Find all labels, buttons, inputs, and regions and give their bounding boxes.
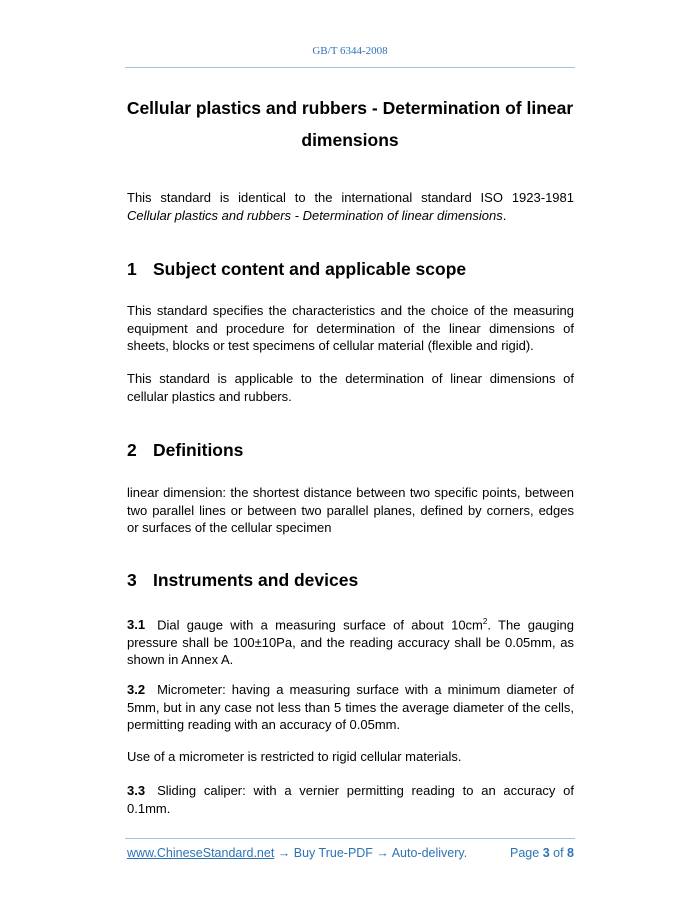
- intro-end: .: [502, 207, 507, 223]
- page-label: Page: [510, 846, 540, 860]
- page-footer: [127, 846, 574, 860]
- chinesestandard-link[interactable]: www.ChineseStandard.net: [127, 846, 275, 860]
- clause-3-2-number: 3.2: [127, 682, 146, 697]
- title-line-2: dimensions: [301, 130, 399, 150]
- clause-3-1: [127, 613, 574, 669]
- section-1-title: Subject content and applicable scope: [153, 259, 467, 279]
- document-title: [110, 92, 590, 156]
- section-3-title: Instruments and devices: [153, 570, 359, 590]
- section-1-paragraph-2: This standard is applicable to the determination of linear dimensions of cellular plastics and rubbers.: [127, 371, 574, 404]
- clause-3-1-text-before: Dial gauge with a measuring surface of about 10cm: [157, 617, 483, 633]
- footer-divider: [125, 838, 575, 839]
- clause-3-2-note: Use of a micrometer is restricted to rigid cellular materials.: [127, 749, 462, 764]
- page-current: 3: [542, 846, 550, 860]
- section-2-paragraph-1: linear dimension: the shortest distance between two specific points, between two parallel lines or between two parallel planes, defined by corners, edges or surfaces of the cellular specimen: [127, 485, 574, 535]
- section-1-paragraph-1: This standard specifies the characteristics and the choice of the measuring equipment and procedure for determination of the linear dimensions of sheets, blocks or test specimens of cellular material (flexible and rigid).: [127, 303, 574, 353]
- title-line-1: Cellular plastics and rubbers - Determination of linear: [126, 98, 574, 118]
- section-3-heading: [127, 570, 358, 591]
- clause-3-2-text: Micrometer: having a measuring surface with a minimum diameter of 5mm, but in any case not less than 5 times the average diameter of the cells, permitting reading with an accuracy of 0.05mm.: [127, 682, 574, 732]
- section-1-number: 1: [127, 259, 137, 279]
- page-indicator: [510, 846, 574, 860]
- page-total: 8: [567, 846, 574, 860]
- footer-promo-text: → Buy True-PDF → Auto-delivery.: [274, 846, 468, 860]
- clause-3-1-superscript: 2: [482, 617, 488, 626]
- header-standard-code: GB/T 6344-2008: [312, 45, 388, 57]
- clause-3-3: [127, 782, 574, 817]
- clause-3-3-number: 3.3: [127, 783, 146, 798]
- section-2-title: Definitions: [153, 440, 244, 460]
- page-of-label: of: [553, 846, 564, 860]
- clause-3-3-text: Sliding caliper: with a vernier permitting reading to an accuracy of 0.1mm.: [127, 783, 574, 816]
- section-3-number: 3: [127, 570, 137, 590]
- section-1-heading: [127, 259, 466, 280]
- section-2-number: 2: [127, 440, 137, 460]
- clause-3-1-number: 3.1: [127, 617, 146, 633]
- clause-3-1-text-after: . The gauging pressure shall be 100±10Pa, and the reading accuracy shall be 0.05mm, as shown in Annex A.: [127, 617, 574, 668]
- clause-3-2: [127, 681, 574, 734]
- intro-standard-title: Cellular plastics and rubbers - Determination of linear dimensions: [127, 207, 503, 223]
- intro-text: This standard is identical to the international standard ISO 1923-1981: [127, 190, 574, 205]
- intro-paragraph: [127, 189, 574, 224]
- section-2-heading: [127, 440, 243, 461]
- header-divider: [125, 67, 575, 68]
